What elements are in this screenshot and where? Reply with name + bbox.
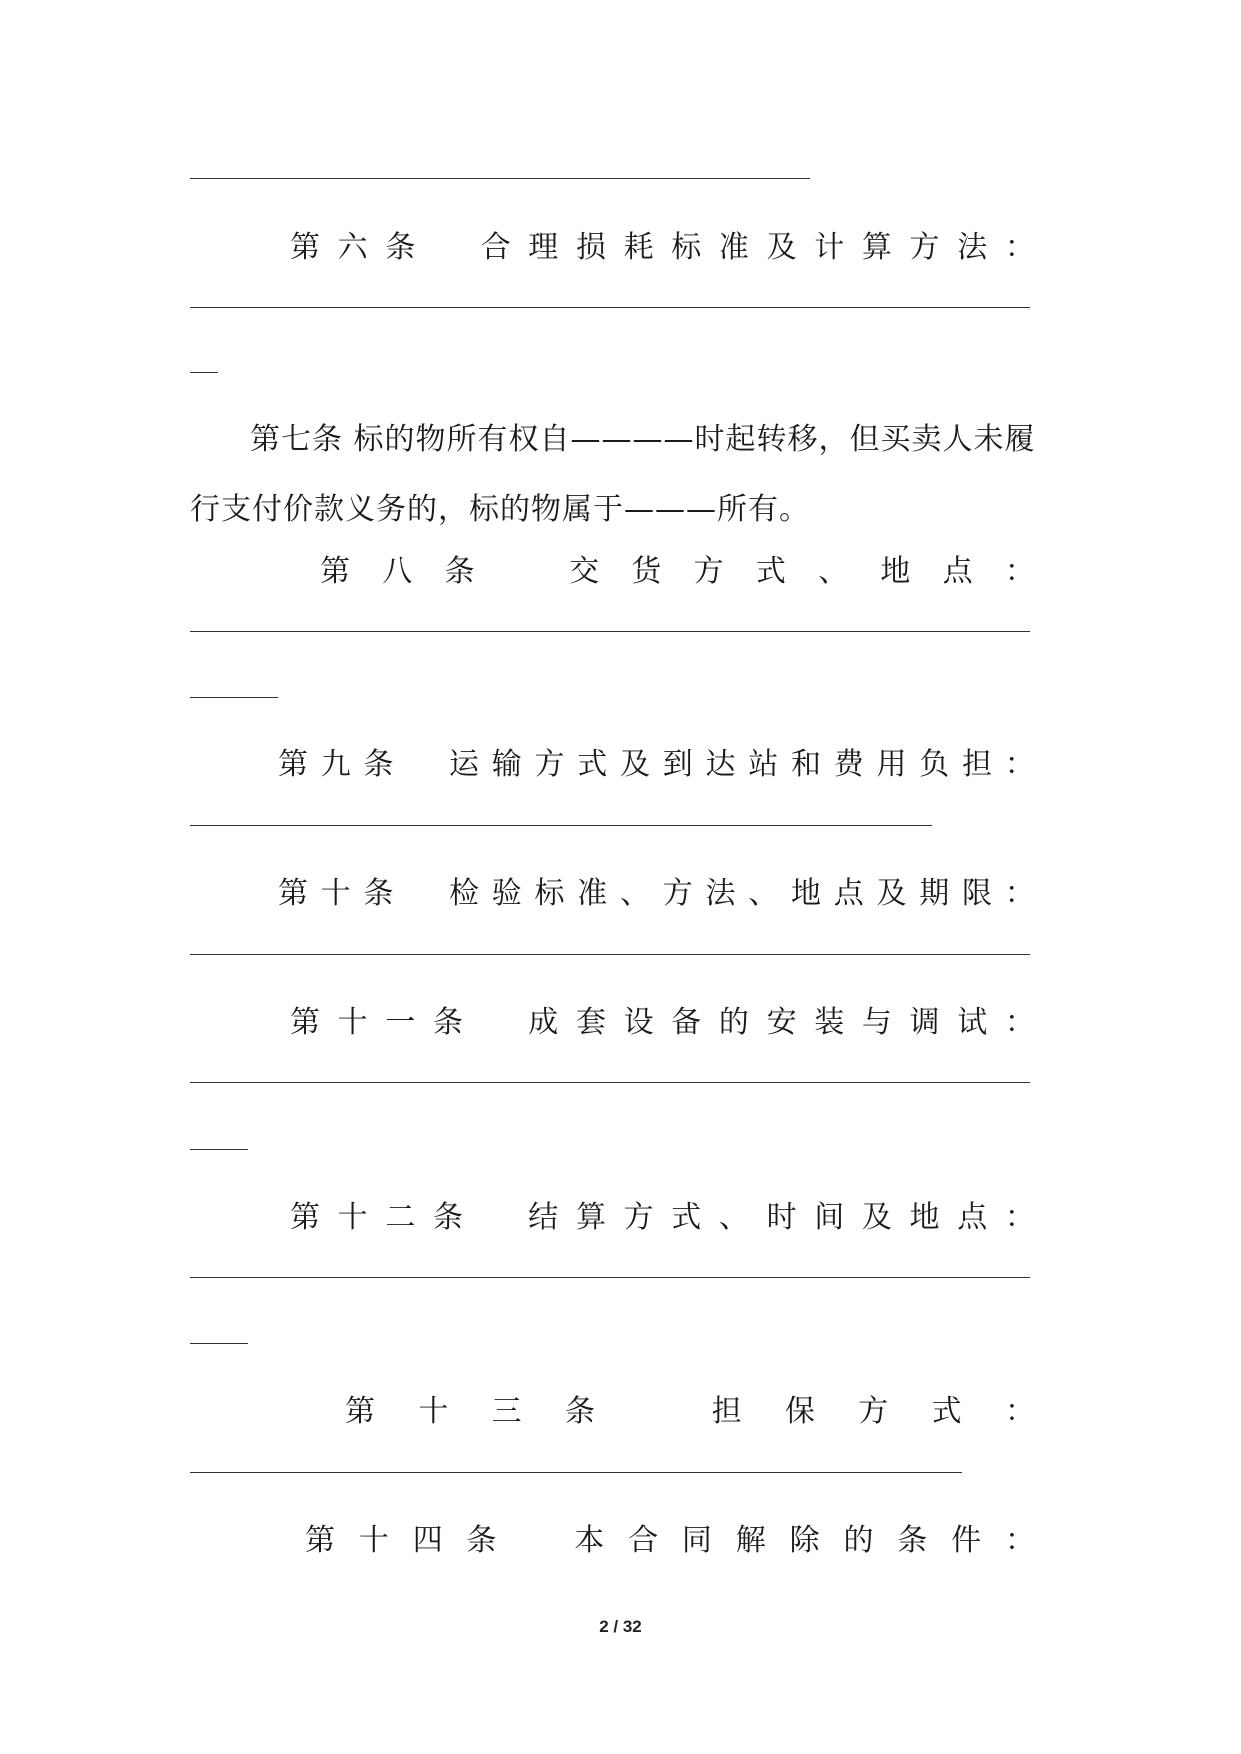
heading-char: ： — [1004, 747, 1035, 782]
heading-char: 及 — [861, 1200, 892, 1235]
blank-line — [190, 697, 278, 698]
heading-char: 期 — [919, 876, 950, 911]
heading-char: 及 — [766, 230, 797, 265]
heading-char: 条 — [385, 230, 416, 265]
heading-char: 点 — [833, 876, 864, 911]
heading-char: 十 — [358, 1523, 389, 1558]
heading-char: 十 — [337, 1005, 368, 1040]
heading-char: 、 — [620, 876, 650, 911]
clause-6-heading — [190, 226, 1035, 270]
heading-char: 设 — [623, 1005, 654, 1040]
heading-char: 条 — [363, 876, 394, 911]
heading-char — [481, 1001, 511, 1045]
heading-char: 点 — [942, 554, 973, 589]
heading-char: 第 — [305, 1523, 335, 1558]
heading-char: 九 — [320, 747, 351, 782]
blank-line — [190, 1472, 962, 1473]
blank-line — [190, 631, 1030, 632]
heading-char: 方 — [534, 747, 565, 782]
heading-char: 十 — [337, 1200, 368, 1235]
heading-char: 一 — [385, 1005, 416, 1040]
heading-char — [406, 872, 436, 916]
blank-line — [190, 1343, 248, 1344]
heading-char: 输 — [491, 747, 522, 782]
heading-char: 条 — [432, 1005, 463, 1040]
blank-line — [190, 1082, 1030, 1083]
heading-char: 的 — [843, 1523, 874, 1558]
heading-char: 及 — [620, 747, 650, 782]
heading-char: 成 — [528, 1005, 559, 1040]
heading-char: 同 — [681, 1523, 712, 1558]
heading-char: 和 — [791, 747, 821, 782]
heading-char: 准 — [577, 876, 608, 911]
blank-line — [190, 1149, 248, 1150]
heading-char: 站 — [748, 747, 779, 782]
heading-char: 备 — [671, 1005, 702, 1040]
blank-line — [190, 954, 1030, 955]
heading-char: 、 — [818, 554, 849, 589]
blank-line — [190, 1277, 1030, 1278]
heading-char: 第 — [320, 554, 350, 589]
heading-char: 方 — [693, 554, 724, 589]
heading-char: 方 — [909, 230, 940, 265]
heading-char: 第 — [290, 1005, 320, 1040]
heading-char: 法 — [705, 876, 736, 911]
heading-char: 检 — [449, 876, 479, 911]
heading-char: 第 — [345, 1394, 375, 1429]
heading-char: 耗 — [623, 230, 654, 265]
heading-char: 试 — [957, 1005, 988, 1040]
heading-char: 费 — [833, 747, 864, 782]
heading-char: 理 — [528, 230, 559, 265]
heading-char: 用 — [876, 747, 907, 782]
heading-char: 到 — [662, 747, 693, 782]
heading-char — [507, 550, 537, 594]
heading-char: 保 — [784, 1394, 815, 1429]
heading-char: ： — [1004, 230, 1035, 265]
clause-12-heading — [190, 1196, 1035, 1240]
clause-13-heading — [190, 1390, 1035, 1434]
heading-char: 八 — [382, 554, 413, 589]
heading-char: 六 — [337, 230, 368, 265]
heading-char: 合 — [628, 1523, 659, 1558]
heading-char: 交 — [569, 554, 600, 589]
heading-char: 件 — [951, 1523, 982, 1558]
blank-line — [190, 307, 1030, 308]
heading-char: 准 — [718, 230, 749, 265]
heading-char: 条 — [432, 1200, 463, 1235]
heading-char: 本 — [574, 1523, 605, 1558]
heading-char: 法 — [957, 230, 988, 265]
clause-8-heading — [190, 550, 1035, 594]
clause-7-line-2: 行支付价款义务的，标的物属于———所有。 — [190, 492, 810, 527]
clause-9-heading — [190, 743, 1035, 787]
heading-char: 第 — [278, 747, 308, 782]
heading-char: 时 — [766, 1200, 797, 1235]
heading-char — [433, 226, 463, 270]
heading-char: 限 — [962, 876, 992, 911]
heading-char: 条 — [564, 1394, 595, 1429]
heading-char: 地 — [909, 1200, 940, 1235]
heading-char: 担 — [962, 747, 992, 782]
heading-char — [638, 1390, 668, 1434]
heading-char: 式 — [671, 1200, 702, 1235]
heading-char: 地 — [791, 876, 821, 911]
heading-char: 算 — [575, 1200, 606, 1235]
heading-char: 计 — [814, 230, 845, 265]
heading-char: 运 — [449, 747, 479, 782]
heading-char: 及 — [876, 876, 907, 911]
blank-line — [190, 825, 932, 826]
heading-char: ： — [1004, 1523, 1035, 1558]
heading-char: 条 — [363, 747, 394, 782]
clause-14-heading — [190, 1519, 1035, 1563]
heading-char: 标 — [534, 876, 565, 911]
heading-char: 调 — [909, 1005, 940, 1040]
heading-char: 合 — [480, 230, 511, 265]
heading-char: 方 — [623, 1200, 654, 1235]
heading-char: 第 — [290, 1200, 320, 1235]
heading-char: 结 — [528, 1200, 559, 1235]
heading-char: ： — [1004, 1394, 1035, 1429]
heading-char: 装 — [814, 1005, 845, 1040]
heading-char: 第 — [290, 230, 320, 265]
heading-char: 达 — [705, 747, 736, 782]
heading-char: 与 — [861, 1005, 892, 1040]
clause-11-heading — [190, 1001, 1035, 1045]
heading-char: ： — [1004, 554, 1035, 589]
heading-char: 式 — [931, 1394, 962, 1429]
heading-char: 式 — [755, 554, 786, 589]
clause-7-line-1: 第七条 标的物所有权自————时起转移，但买卖人未履 — [250, 422, 1036, 457]
heading-char: 损 — [575, 230, 606, 265]
heading-char: 点 — [957, 1200, 988, 1235]
heading-char: 间 — [814, 1200, 845, 1235]
heading-char: 算 — [861, 230, 892, 265]
heading-char: ： — [1004, 1200, 1035, 1235]
heading-char: 套 — [575, 1005, 606, 1040]
blank-line — [190, 178, 810, 179]
heading-char: 货 — [631, 554, 662, 589]
heading-char: 二 — [385, 1200, 416, 1235]
heading-char: 三 — [491, 1394, 522, 1429]
clause-10-heading — [190, 872, 1035, 916]
heading-char: 式 — [577, 747, 608, 782]
heading-char: 方 — [858, 1394, 889, 1429]
heading-char: 四 — [412, 1523, 443, 1558]
heading-char: 担 — [711, 1394, 742, 1429]
heading-char: 十 — [320, 876, 351, 911]
heading-char — [520, 1519, 550, 1563]
heading-char: 标 — [671, 230, 702, 265]
heading-char: 第 — [278, 876, 308, 911]
heading-char: 解 — [735, 1523, 766, 1558]
heading-char: 除 — [789, 1523, 820, 1558]
heading-char: 负 — [919, 747, 950, 782]
heading-char: 十 — [418, 1394, 449, 1429]
heading-char: ： — [1004, 876, 1035, 911]
heading-char: 安 — [766, 1005, 797, 1040]
heading-char: 、 — [748, 876, 779, 911]
page-number: 2 / 32 — [599, 1617, 642, 1636]
heading-char: 条 — [897, 1523, 928, 1558]
heading-char — [406, 743, 436, 787]
heading-char: 方 — [662, 876, 693, 911]
heading-char: 、 — [718, 1200, 749, 1235]
blank-line — [190, 372, 218, 373]
heading-char: 验 — [491, 876, 522, 911]
heading-char: 的 — [718, 1005, 749, 1040]
heading-char — [481, 1196, 511, 1240]
heading-char: 条 — [466, 1523, 497, 1558]
heading-char: 地 — [880, 554, 911, 589]
heading-char: ： — [1004, 1005, 1035, 1040]
heading-char: 条 — [444, 554, 475, 589]
